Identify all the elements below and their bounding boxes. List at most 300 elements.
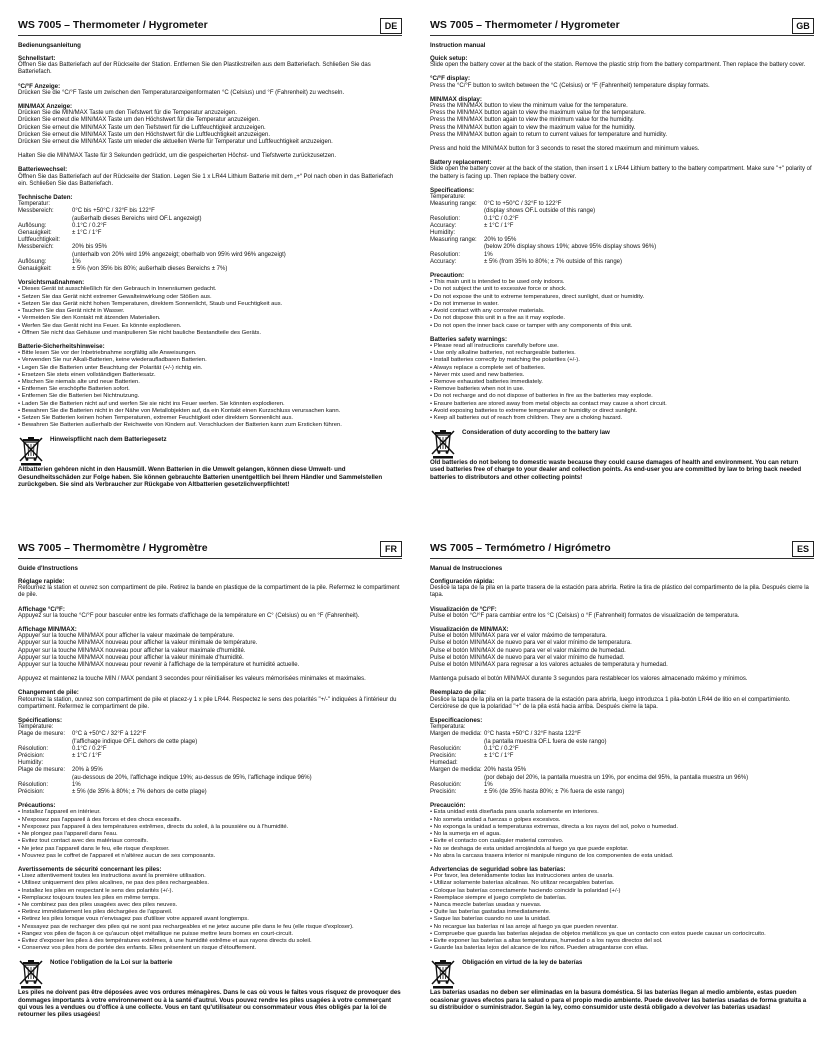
spec-label: Humidity: (430, 230, 456, 237)
list-item: • Retirez les piles lorsque vous n'envisagez pas d'utiliser votre appareil avant longtemps. (18, 916, 249, 923)
minmax-reset-text: Press and hold the MIN/MAX button for 3 seconds to reset the stored maximum and minimum values. (430, 146, 700, 153)
spec-value: 1% (484, 251, 493, 258)
list-item: • No someta unidad a fuerzas o golpes excesivos. (430, 816, 561, 823)
minmax-line: Appuyer sur la touche MIN/MAX pour afficher la valeur maximale de température. (18, 633, 235, 640)
specifications-table (18, 724, 402, 796)
spec-row (18, 782, 402, 789)
spec-row (18, 767, 402, 774)
list-item: • Setzen Sie Batterien keinen hohen Temperaturen, extremer Feuchtigkeit oder direktem Sonnenlicht aus. (18, 414, 294, 421)
list-item: • Setzen Sie das Gerät nicht extremer Gewalteinwirkung oder Stößen aus. (18, 293, 212, 300)
panel-de (18, 18, 402, 488)
list-item: • N'ouvrez pas le coffret de l'appareil et n'altérez aucun de ses composants. (18, 852, 216, 859)
disposal-text: Les piles ne doivent pas être déposées avec vos ordures ménagères. Dans le cas où vous le faites vous risquez de provoquer des dommages importants à votre environnement ou à la santé d'autrui. Vous pouvez rendre les piles usagées à votre commerçant qui vous les a vendues ou d'office à une collecte. Vous en tant qu'utilisateur ou consommateur vous êtes obligés par la loi de retourner les piles usagées! (18, 989, 401, 1018)
list-item: • Do not recharge and do not dispose of batteries in fire as the batteries may explode. (430, 393, 653, 400)
manual-subtitle: Instruction manual (430, 42, 486, 49)
precautions-heading: Précautions: (18, 802, 56, 810)
spec-label: Température: (18, 724, 54, 731)
list-item: • Évitez d'exposer les piles à des températures extrêmes, à une humidité extrême et aux rayons directs du soleil. (18, 937, 312, 944)
spec-label: Plage de mesure: (18, 767, 66, 774)
list-item: • N'essayez pas de recharger des piles qui ne sont pas rechargeables et ne jetez aucune pile dans le feu (elle risque d'exploser). (18, 923, 354, 930)
minmax-lines (18, 110, 402, 146)
precautions-heading: Precaución: (430, 802, 466, 810)
spec-value: 0°C à +50°C / 32°F à 122°F (72, 731, 147, 738)
list-item: • Lisez attentivement toutes les instructions avant la première utilisation. (18, 873, 206, 880)
list-item: • Ne plongez pas l'appareil dans l'eau. (18, 831, 118, 838)
precautions-list (18, 286, 402, 336)
spec-label: Précision: (18, 753, 45, 760)
spec-value: 0°C hasta +50°C / 32°F hasta 122°F (484, 731, 581, 738)
crossed-bin-icon (18, 436, 44, 466)
spec-label: Resolution: (430, 215, 461, 222)
spec-label: Genauigkeit: (18, 266, 52, 273)
spec-row (18, 208, 402, 215)
spec-value: (la pantalla muestra OF.L fuera de este rango) (484, 738, 607, 745)
list-item: • Remove batteries when not in use. (430, 386, 525, 393)
quick-setup-heading: Réglage rapide: (18, 578, 65, 585)
minmax-lines (430, 103, 814, 139)
spec-row (18, 739, 402, 746)
minmax-reset-text: Mantenga pulsado el botón MIN/MAX durante 3 segundos para restablecer los valores almacenado máximo y mínimos. (430, 676, 748, 683)
spec-value: 20% to 95% (484, 237, 517, 244)
spec-row (18, 746, 402, 753)
list-item: • Retirez immédiatement les piles déchargées de l'appareil. (18, 909, 173, 916)
manual-subtitle: Guide d'Instructions (18, 565, 78, 572)
quick-setup-text: Deslice la tapa de la pila en la parte trasera de la estación para abrirla. Retire la tira de plástico del compartimento de la pila. Después cierre la tapa. (430, 585, 809, 599)
spec-value: 20% hasta 95% (484, 767, 527, 774)
spec-value: ± 5% (de 35% hasta 80%; ± 7% fuera de este rango) (484, 789, 625, 796)
manual-subtitle: Bedienungsanleitung (18, 42, 81, 49)
unit-display-heading: Affichage °C/°F: (18, 605, 65, 613)
list-item: • Por favor, lea detenidamente todas las instrucciones antes de usarla. (430, 873, 614, 880)
precautions-heading: Precaution: (430, 272, 465, 280)
list-item: • Laden Sie die Batterien nicht auf und werfen Sie sie nicht ins Feuer werfen. Sie könnten explodieren. (18, 400, 285, 407)
list-item: • Avoid exposing batteries to extreme temperature or humidity or direct sunlight. (430, 407, 638, 414)
list-item: • Nunca mezcle baterías usadas y nuevas. (430, 901, 542, 908)
spec-row (18, 201, 402, 208)
minmax-line: Pulse el botón MIN/MAX de nuevo para ver el valor mínimo de temperatura. (430, 640, 632, 647)
spec-row (430, 244, 814, 251)
spec-value (72, 237, 402, 244)
list-item: • Tauchen Sie das Gerät nicht in Wasser. (18, 308, 125, 315)
spec-label: Precisión: (430, 789, 457, 796)
spec-label: Luftfeuchtigkeit: (18, 237, 61, 244)
spec-value (72, 760, 402, 767)
list-item: • Rangez vos piles de façon à ce qu'aucun objet métallique ne puisse mettre leurs bornes en court-circuit. (18, 930, 293, 937)
spec-row (18, 252, 402, 259)
spec-label: Résolution: (18, 781, 49, 788)
quick-setup-heading: Schnellstart: (18, 55, 56, 62)
spec-value (484, 194, 814, 201)
unit-display-text: Pulse el botón °C/°F para cambiar entre los °C (Celsius) o °F (Fahrenheit) formatos de visualización de temperatura. (430, 612, 740, 619)
spec-value: (below 20% display shows 19%; above 95% display shows 96%) (484, 244, 657, 251)
minmax-line: Pulse el botón MIN/MAX para ver el valor máximo de temperatura. (430, 633, 607, 640)
battery-safety-list (18, 873, 402, 952)
precautions-list (18, 809, 402, 859)
unit-display-text: Appuyez sur la touche °C/°F pour basculer entre les formats d'affichage de la température en C° (Celsius) ou en °F (Fahrenheit). (18, 612, 360, 619)
battery-heading: Batteriewechsel: (18, 166, 68, 174)
spec-value: (außerhalb dieses Bereichs wird OF.L angezeigt) (72, 215, 202, 222)
minmax-line: Press the MIN/MAX button again to return to current values for temperature and humidity. (430, 131, 668, 138)
battery-safety-heading: Batteries safety warnings: (430, 335, 508, 343)
spec-row (18, 731, 402, 738)
list-item: • Mischen Sie niemals alte und neue Batterien. (18, 378, 140, 385)
spec-row (18, 724, 402, 731)
spec-row (18, 223, 402, 230)
list-item: • No recargue las baterías ni las arroje al fuego ya que pueden reventar. (430, 923, 619, 930)
minmax-line: Appuyer sur la touche MIN/MAX nouveau pour afficher la valeur minimale d'humidité. (18, 654, 244, 661)
spec-row (430, 252, 814, 259)
list-item: • Ersetzen Sie stets einen vollständigen Batteriesatz. (18, 371, 156, 378)
spec-row (430, 767, 814, 774)
list-item: • Setzen Sie das Gerät nicht hohen Temperaturen, direktem Sonnenlicht, Staub und Feuchtigkeit aus. (18, 300, 283, 307)
disposal-notice (430, 429, 814, 459)
list-item: • Coloque las baterías correctamente haciendo coincidir la polaridad (+/-) (430, 887, 621, 894)
minmax-reset-text: Halten Sie die MIN/MAX Taste für 3 Sekunden gedrückt, um die gespeicherten Höchst- und Tiefstwerte zurückzusetzen. (18, 153, 337, 160)
minmax-heading: Affichage MIN/MAX: (18, 626, 77, 634)
spec-row (18, 244, 402, 251)
spec-row (430, 208, 814, 215)
list-item: • Evite el contacto con cualquier material corrosivo. (430, 838, 564, 845)
spec-label: Humidity: (18, 760, 44, 767)
spec-row (18, 753, 402, 760)
precautions-list (430, 279, 814, 329)
list-item: • Installez l'appareil en intérieur. (18, 809, 101, 816)
unit-display-text: Drücken Sie die °C/°F Taste um zwischen den Temperaturanzeigenformaten °C (Celsius) und °F (Fahrenheit) zu wechseln. (18, 89, 345, 96)
panel-header (18, 541, 402, 559)
spec-label: Temperatur: (18, 201, 51, 208)
list-item: • Entfernen Sie die Batterien bei Nichtnutzung. (18, 393, 140, 400)
minmax-line: Drücken Sie die MIN/MAX Taste um den Tiefstwert für die Temperatur anzuzeigen. (18, 110, 237, 117)
list-item: • Installez les piles en respectant le sens des polarités (+/-). (18, 887, 174, 894)
spec-value: (display shows OF.L outside of this range) (484, 208, 596, 215)
battery-text: Slide open the battery cover at the back of the station, then insert 1 x LR44 Lithium battery to the battery compartment. Make sure "+" polarity of the battery is facing up. Then replace the battery cover. (430, 166, 812, 180)
disposal-notice (18, 959, 402, 989)
list-item: • Do not open the inner back case or tamper with any components of this unit. (430, 322, 633, 329)
spec-label: Precisión: (430, 753, 457, 760)
minmax-heading: MIN/MAX display: (430, 95, 482, 103)
minmax-line: Press the MIN/MAX button again to view the maximum value for the humidity. (430, 124, 636, 131)
list-item: • Evitez tout contact avec des matériaux corrosifs. (18, 838, 149, 845)
spec-label (18, 252, 72, 259)
spec-value: 0°C bis +50°C / 32°F bis 122°F (72, 208, 155, 215)
minmax-line: Drücken Sie erneut die MIN/MAX Taste um den Tiefstwert für die Luftfeuchtigkeit anzuzeigen. (18, 124, 266, 131)
minmax-line: Drücken Sie erneut die MIN/MAX Taste um den Höchstwert für die Luftfeuchtigkeit anzuzeigen. (18, 131, 271, 138)
spec-value: ± 1°C / 1°F (72, 753, 102, 760)
spec-label: Resolución: (430, 745, 462, 752)
spec-value: 20% bis 95% (72, 244, 108, 251)
spec-value: ± 5% (from 35% to 80%; ± 7% outside of this range) (484, 258, 622, 265)
list-item: • Bewahren Sie Batterien außerhalb der Reichweite von Kindern auf. Verschlucken der Batterien kann zum Ersticken führen. (18, 422, 342, 429)
list-item: • Saque las baterías cuando no use la unidad. (430, 916, 551, 923)
list-item: • Bitte lesen Sie vor der Inbetriebnahme sorgfältig alle Anweisungen. (18, 350, 197, 357)
disposal-notice (18, 436, 402, 466)
spec-label: Messbereich: (18, 244, 54, 251)
spec-row (430, 216, 814, 223)
spec-label: Resolution: (430, 251, 461, 258)
panel-title: WS 7005 – Thermometer / Hygrometer (18, 19, 208, 31)
quick-setup-text: Öffnen Sie das Batteriefach auf der Rückseite der Station. Entfernen Sie den Plastikstreifen aus dem Batteriefach. Schließen Sie das Batteriefach. (18, 62, 371, 76)
battery-text: Öffnen Sie das Batteriefach auf der Rückseite der Station. Legen Sie 1 x LR44 Lithium Batterie mit dem „+“ Pol nach oben in das Batteriefach ein. Schließen Sie das Batteriefach. (18, 173, 394, 187)
list-item: • Avoid contact with any corrosive materials. (430, 308, 545, 315)
spec-value: 0.1°C / 0.2°F (484, 745, 519, 752)
spec-row (430, 782, 814, 789)
spec-value: 1% (484, 781, 493, 788)
spec-row (430, 739, 814, 746)
disposal-notice (430, 959, 814, 989)
spec-row (18, 259, 402, 266)
list-item: • Ne jetez pas l'appareil dans le feu, elle risque d'exploser. (18, 845, 170, 852)
spec-row (430, 753, 814, 760)
specifications-heading: Technische Daten: (18, 194, 73, 202)
list-item: • Werfen Sie das Gerät nicht ins Feuer. Es könnte explodieren. (18, 322, 182, 329)
spec-row (18, 216, 402, 223)
list-item: • No la sumerja en el agua. (430, 831, 501, 838)
minmax-line: Press the MIN/MAX button again to view the maximum value for the temperature. (430, 110, 646, 117)
spec-value: ± 1°C / 1°F (484, 753, 514, 760)
list-item: • Never mix used and new batteries. (430, 371, 525, 378)
specifications-table (430, 194, 814, 266)
spec-value: ± 5% (de 35% à 80%; ± 7% dehors de cette plage) (72, 789, 207, 796)
precautions-list (430, 809, 814, 859)
list-item: • Dieses Gerät ist ausschließlich für den Gebrauch in Innenräumen gedacht. (18, 286, 217, 293)
disposal-text: Altbatterien gehören nicht in den Hausmüll. Wenn Batterien in die Umwelt gelangen, können diese Umwelt- und Gesundheitsschäden zur Folge haben. Sie können gebrauchte Batterien unentgeltlich bei Ihrem Händler und Sammelstellen zurückgeben. Sie sind als Verbraucher zur Rückgabe von Altbatterien gesetzlichverpflichtet! (18, 466, 383, 488)
spec-value: (l'affichage indique OF.L dehors de cette plage) (72, 738, 198, 745)
list-item: • Vermeiden Sie den Kontakt mit ätzenden Materialien. (18, 315, 161, 322)
spec-value: ± 1°C / 1°F (484, 222, 514, 229)
spec-value (484, 760, 814, 767)
spec-label: Margen de medida: (430, 731, 482, 738)
unit-display-heading: °C/°F display: (430, 75, 471, 83)
minmax-line: Drücken Sie erneut die MIN/MAX Taste um den Höchstwert für die Temperatur anzuzeigen. (18, 117, 260, 124)
spec-value: (por debajo del 20%, la pantalla muestra un 19%, por encima del 95%, la pantalla muestra un 96%) (484, 774, 749, 781)
language-badge: GB (792, 18, 814, 34)
list-item: • Esta unidad está diseñada para usarla solamente en interiores. (430, 809, 599, 816)
battery-heading: Reemplazo de pila: (430, 689, 487, 697)
panel-header (18, 18, 402, 36)
quick-setup-heading: Quick setup: (430, 55, 468, 62)
minmax-line: Pulse el botón MIN/MAX de nuevo para ver el valor mínimo de humedad. (430, 654, 625, 661)
spec-value: 0.1°C / 0.2°F (72, 222, 107, 229)
list-item: • Do not dispose this unit in a fire as it may explode. (430, 315, 565, 322)
list-item: • Guarde las baterías lejos del alcance de los niños. Pueden atragantarse con ellas. (430, 945, 649, 952)
list-item: • Quite las baterías gastadas inmediatamente. (430, 909, 551, 916)
spec-row (18, 775, 402, 782)
spec-row (430, 237, 814, 244)
list-item: • Remplacez toujours toutes les piles en même temps. (18, 894, 160, 901)
spec-value: 0.1°C / 0.2°F (484, 215, 519, 222)
disposal-text-block (462, 959, 582, 989)
spec-value: 1% (72, 258, 81, 265)
spec-row (18, 237, 402, 244)
disposal-heading: Obligación en virtud de la ley de baterías (462, 959, 583, 967)
spec-row (430, 259, 814, 266)
minmax-line: Appuyer sur la touche MIN/MAX nouveau pour revenir à l'affichage de la température et humidité actuelle. (18, 662, 300, 669)
disposal-heading: Hinweispflicht nach dem Batteriegesetz (50, 436, 167, 444)
list-item: • Reemplace siempre el juego completo de baterías. (430, 894, 567, 901)
spec-label: Plage de mesure: (18, 731, 66, 738)
list-item: • Utilizar solamente baterías alcalinas. No utilizar recargables baterías. (430, 880, 615, 887)
spec-label: Humedad: (430, 760, 458, 767)
list-item: • No abra la carcasa trasera interior ni manipule ninguno de los componentes de esta unidad. (430, 852, 674, 859)
minmax-line: Drücken Sie erneut die MIN/MAX Taste um wieder die aktuellen Werte für Temperatur und Luftfeuchtigkeit anzuzeigen. (18, 139, 333, 146)
spec-label: Auflösung: (18, 222, 47, 229)
spec-value: (au-dessous de 20%, l'affichage indique 19%; au-dessus de 95%, l'affichage indique 96%) (72, 774, 312, 781)
list-item: • Do not immerse in water. (430, 300, 499, 307)
panel-header (430, 541, 814, 559)
list-item: • Entfernen Sie erschöpfte Batterien sofort. (18, 386, 130, 393)
panel-fr (18, 541, 402, 1018)
list-item: • Öffnen Sie nicht das Gehäuse und manipulieren Sie nicht bauliche Bestandteile des Geräts. (18, 329, 261, 336)
battery-safety-list (430, 343, 814, 422)
battery-safety-heading: Batterie-Sicherheitshinweise: (18, 342, 105, 350)
specifications-heading: Especificaciones: (430, 717, 483, 725)
panel-header (430, 18, 814, 36)
spec-row (430, 760, 814, 767)
spec-label: Resolución: (430, 781, 462, 788)
spec-value (484, 230, 814, 237)
list-item: • Keep all batteries out of reach from children. They are a choking hazard. (430, 414, 623, 421)
battery-heading: Changement de pile: (18, 689, 79, 697)
list-item: • Use only alkaline batteries, not rechargeable batteries. (430, 350, 576, 357)
unit-display-text: Press the °C/°F button to switch between the °C (Celsius) or °F (Fahrenheit) temperature display formats. (430, 82, 710, 89)
spec-row (430, 223, 814, 230)
spec-row (430, 194, 814, 201)
spec-label (18, 216, 72, 223)
battery-safety-heading: Advertencias de seguridad sobre las baterías: (430, 865, 566, 873)
disposal-heading: Notice l'obligation de la Loi sur la batterie (50, 959, 173, 967)
disposal-text-block (462, 429, 610, 459)
spec-row (18, 230, 402, 237)
list-item: • Remove exhausted batteries immediately. (430, 378, 543, 385)
spec-label: Messbereich: (18, 208, 54, 215)
language-badge: FR (380, 541, 402, 557)
disposal-text-block (50, 436, 167, 466)
spec-row (430, 775, 814, 782)
panel-gb (430, 18, 814, 481)
list-item: • Do not expose the unit to extreme temperatures, direct sunlight, dust or humidity. (430, 293, 645, 300)
list-item: • This main unit is intended to be used only indoors. (430, 279, 565, 286)
spec-value: ± 5% (von 35% bis 80%; außerhalb dieses Bereichs ± 7%) (72, 266, 228, 273)
spec-row (430, 724, 814, 731)
battery-safety-list (18, 350, 402, 429)
spec-row (430, 230, 814, 237)
panel-es (430, 541, 814, 1011)
list-item: • Utilisez uniquement des piles alcalines, ne pas des piles rechargeables. (18, 880, 209, 887)
spec-label: Accuracy: (430, 222, 457, 229)
minmax-line: Appuyer sur la touche MIN/MAX nouveau pour afficher la valeur minimale de température. (18, 640, 258, 647)
list-item: • Compruebe que guarda las baterías alejadas de objetos metálicos ya que un contacto con estos puede causar un cortocircuito. (430, 930, 766, 937)
quick-setup-text: Slide open the battery cover at the back of the station. Remove the plastic strip from the battery compartment. Then replace the battery cover. (430, 62, 806, 69)
spec-value: 20% à 95% (72, 767, 103, 774)
minmax-line: Pulse el botón MIN/MAX para regresar a los valores actuales de temperatura y humedad. (430, 662, 668, 669)
spec-value: 0°C to +50°C / 32°F to 122°F (484, 201, 562, 208)
spec-label: Measuring range: (430, 237, 477, 244)
spec-row (430, 201, 814, 208)
spec-label: Accuracy: (430, 258, 457, 265)
specifications-heading: Specifications: (430, 186, 475, 194)
specifications-table (18, 201, 402, 273)
spec-label: Résolution: (18, 745, 49, 752)
spec-label (430, 775, 484, 782)
spec-label: Temperature: (430, 194, 466, 201)
spec-value (484, 724, 814, 731)
spec-label (430, 739, 484, 746)
spec-label: Margen de medida: (430, 767, 482, 774)
battery-text: Retournez la station, ouvrez son compartiment de pile et placez-y 1 x pile LR44. Respectez le sens des polarités "+/-" indiquées à l'intérieur du compartiment. Refermez le compartiment de pile. (18, 696, 397, 710)
list-item: • No exponga la unidad a temperaturas extremas, directa a los rayos del sol, polvo o humedad. (430, 823, 678, 830)
specifications-heading: Spécifications: (18, 717, 63, 725)
spec-row (18, 760, 402, 767)
minmax-lines (430, 633, 814, 669)
spec-row (430, 789, 814, 796)
spec-label (18, 775, 72, 782)
spec-label: Measuring range: (430, 201, 477, 208)
list-item: • Ensure batteries are stored away from metal objects as contact may cause a short circuit. (430, 400, 667, 407)
language-badge: DE (380, 18, 402, 34)
crossed-bin-icon (430, 429, 456, 459)
unit-display-heading: °C/°F Anzeige: (18, 82, 61, 90)
spec-row (18, 266, 402, 273)
list-item: • Conservez vos piles hors de portée des enfants. Elles présentent un risque d'étouffement. (18, 945, 257, 952)
spec-value: 0.1°C / 0.2°F (72, 745, 107, 752)
battery-safety-heading: Avertissements de sécurité concernant les piles: (18, 865, 162, 873)
list-item: • N'exposez pas l'appareil à des températures extrêmes, directs du soleil, à la poussière ou à l'humidité. (18, 823, 289, 830)
minmax-reset-text: Appuyez et maintenez la touche MIN / MAX pendant 3 secondes pour réinitialiser les valeurs mémorisées minimales et maximales. (18, 676, 366, 683)
battery-text: Deslice la tapa de la pila en la parte trasera de la estación para abrirla, luego introduzca 1 pila-botón LR44 de litio en el compartimiento. Cerciórese de que la polaridad "+" de la pila está hacia arriba. Después cierre la tapa. (430, 696, 791, 710)
language-badge: ES (792, 541, 814, 557)
spec-label: Genauigkeit: (18, 230, 52, 237)
crossed-bin-icon (430, 959, 456, 989)
spec-label (430, 208, 484, 215)
list-item: • Ne combinez pas des piles usagées avec des piles neuves. (18, 901, 178, 908)
battery-heading: Battery replacement: (430, 159, 492, 167)
list-item: • Do not subject the unit to excessive force or shock. (430, 286, 567, 293)
minmax-line: Press the MIN/MAX button again to view the minimum value for the humidity. (430, 117, 634, 124)
minmax-heading: MIN/MAX Anzeige: (18, 103, 73, 111)
disposal-text-block (50, 959, 173, 989)
list-item: • Verwenden Sie nur Alkali-Batterien, keine wiederaufladbaren Batterien. (18, 357, 207, 364)
spec-value: ± 1°C / 1°F (72, 230, 102, 237)
list-item: • Legen Sie die Batterien unter Beachtung der Polarität (+/-) richtig ein. (18, 364, 203, 371)
list-item: • N'exposez pas l'appareil à des forces et des chocs excessifs. (18, 816, 182, 823)
spec-label: Auflösung: (18, 258, 47, 265)
specifications-table (430, 724, 814, 796)
minmax-line: Appuyer sur la touche MIN/MAX nouveau pour afficher la valeur maximale d'humidité. (18, 647, 246, 654)
minmax-lines (18, 633, 402, 669)
panel-title: WS 7005 – Thermometer / Hygrometer (430, 19, 620, 31)
minmax-line: Pulse el botón MIN/MAX de nuevo para ver el valor máximo de humedad. (430, 647, 626, 654)
list-item: • Evite exponer las baterías a altas temperaturas, humedad o a los rayos directos del sol. (430, 937, 663, 944)
spec-row (18, 789, 402, 796)
spec-label (430, 244, 484, 251)
spec-label: Précision: (18, 789, 45, 796)
spec-value (72, 724, 402, 731)
disposal-heading: Consideration of duty according to the battery law (462, 429, 610, 437)
spec-row (430, 731, 814, 738)
manual-subtitle: Manual de Instrucciones (430, 565, 503, 572)
list-item: • No se deshaga de esta unidad arrojándola al fuego ya que puede explotar. (430, 845, 629, 852)
quick-setup-heading: Configuración rápida: (430, 578, 495, 585)
minmax-line: Press the MIN/MAX button to view the minimum value for the temperature. (430, 103, 628, 110)
battery-safety-list (430, 873, 814, 952)
unit-display-heading: Visualización de °C/°F: (430, 605, 497, 613)
panel-title: WS 7005 – Thermomètre / Hygromètre (18, 542, 208, 554)
spec-label (18, 739, 72, 746)
list-item: • Please read all instructions carefully before use. (430, 342, 559, 349)
list-item: • Install batteries correctly by matching the polarities (+/-). (430, 357, 580, 364)
spec-value: (unterhalb von 20% wird 19% angezeigt; oberhalb von 95% wird 96% angezeigt) (72, 251, 286, 258)
list-item: • Always replace a complete set of batteries. (430, 364, 546, 371)
